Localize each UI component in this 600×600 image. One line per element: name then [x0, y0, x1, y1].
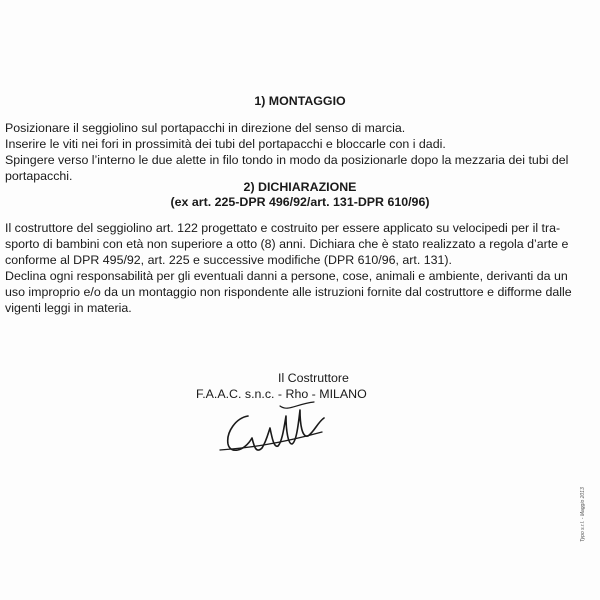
section-dichiarazione-subheading: (ex art. 225-DPR 496/92/art. 131-DPR 610/96)	[170, 195, 430, 209]
section-dichiarazione-body	[5, 220, 597, 316]
dichiarazione-line-2: sporto di bambini con età non superiore a otto (8) anni. Dichiara che è stato realizzato a regola d’arte e	[5, 237, 569, 251]
montaggio-line-2: Inserire le viti nei fori in prossimità dei tubi del portapacchi e bloccarle con i dadi.	[5, 137, 446, 151]
montaggio-line-1: Posizionare il seggiolino sul portapacchi in direzione del senso di marcia.	[5, 121, 406, 135]
dichiarazione-line-3: conforme al DPR 495/92, art. 225 e successive modifiche (DPR 610/96, art. 131).	[5, 253, 452, 267]
dichiarazione-line-5: uso improprio e/o da un montaggio non rispondente alle istruzioni fornite dal costruttore e difforme dalle	[5, 285, 572, 299]
montaggio-line-3: Spingere verso l’interno le due alette in filo tondo in modo da posizionarle dopo la mezzaria dei tubi del	[5, 153, 569, 167]
section-montaggio-body	[5, 120, 597, 184]
dichiarazione-line-1: Il costruttore del seggiolino art. 122 progettato e costruito per essere applicato su velocipedi per il tra-	[5, 221, 561, 235]
dichiarazione-line-6: vigenti leggi in materia.	[5, 301, 132, 315]
section-dichiarazione-heading: 2) DICHIARAZIONE	[243, 180, 357, 194]
signature-role: Il Costruttore	[278, 371, 349, 385]
handwritten-signature	[218, 398, 328, 460]
dichiarazione-line-4: Declina ogni responsabilità per gli eventuali danni a persone, cose, animali e ambiente, derivanti da un	[5, 269, 568, 283]
section-montaggio-heading: 1) MONTAGGIO	[254, 94, 346, 108]
signature-company: F.A.A.C. s.n.c. - Rho - MILANO	[196, 387, 367, 401]
montaggio-line-4: portapacchi.	[5, 169, 73, 183]
printer-note: Typo s.r.l. - Maggio 2013	[580, 487, 586, 542]
